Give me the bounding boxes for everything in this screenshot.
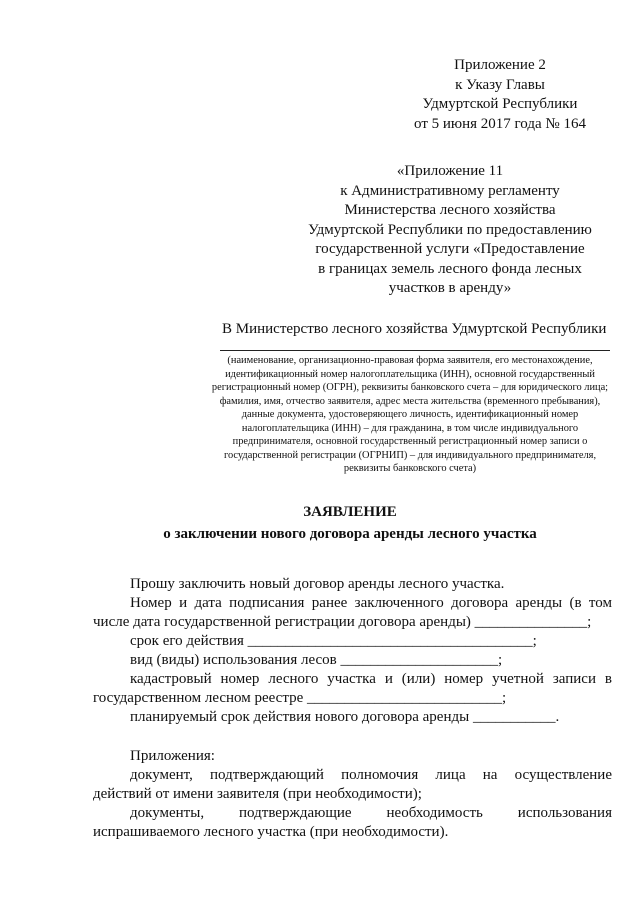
applicant-note-line: государственной регистрации (ОГРНИП) – для индивидуального предпринимателя, xyxy=(223,449,597,461)
applicant-note-line: идентификационный номер налогоплательщика (ИНН), основной государственный xyxy=(225,368,595,380)
appendix-header xyxy=(400,56,600,134)
appendix-header-line: Приложение 2 xyxy=(454,57,546,73)
document-title: ЗАЯВЛЕНИЕ xyxy=(303,504,397,520)
annex-header xyxy=(300,162,600,299)
appendix-header-line: Удмуртской Республики xyxy=(422,96,578,112)
applicant-note-line: реквизиты банковского счета) xyxy=(343,463,477,474)
applicant-note-line: (наименование, организационно-правовая форма заявителя, его местонахождение, xyxy=(227,355,593,366)
contract-term-line: срок его действия ______________________________________; xyxy=(130,633,537,649)
request-line: Прошу заключить новый договор аренды лесного участка. xyxy=(130,576,505,592)
annex-header-line: Министерства лесного хозяйства xyxy=(344,202,556,218)
annex-header-line: Удмуртской Республики по предоставлению xyxy=(308,221,592,238)
annex-header-line: государственной услуги «Предоставление xyxy=(315,241,585,257)
applicant-note-line: фамилия, имя, отчество заявителя, адрес места жительства (временного пребывания), xyxy=(219,395,601,407)
planned-term-line: планируемый срок действия нового договора аренды ___________. xyxy=(130,709,560,725)
annex-header-line: «Приложение 11 xyxy=(396,163,504,179)
applicant-note-line: данные документа, удостоверяющего личность, идентификационный номер xyxy=(241,409,579,420)
appendix-header-line: к Указу Главы xyxy=(455,76,545,93)
applicant-note-line: налогоплательщика (ИНН) – для гражданина, в том числе индивидуального xyxy=(241,422,579,434)
attachment-line: испрашиваемого лесного участка (при необходимости). xyxy=(93,824,449,840)
applicant-note xyxy=(205,354,615,476)
attachment-line: документы, подтверждающие необходимость использования xyxy=(130,805,612,821)
applicant-note-line: предпринимателя, основной государственный регистрационный номер записи о xyxy=(232,436,588,447)
addressee: В Министерство лесного хозяйства Удмуртской Республики xyxy=(222,321,607,337)
annex-header-line: к Административному регламенту xyxy=(340,182,560,199)
attachment-line: документ, подтверждающий полномочия лица на осуществление xyxy=(130,767,612,783)
appendix-header-line: от 5 июня 2017 года № 164 xyxy=(414,115,586,132)
annex-header-line: в границах земель лесного фонда лесных xyxy=(318,260,582,277)
contract-registration-line: числе дата государственной регистрации договора аренды) _______________; xyxy=(93,614,592,630)
forest-register-line: государственном лесном реестре __________________________; xyxy=(93,690,507,706)
forest-use-line: вид (виды) использования лесов _____________________; xyxy=(130,652,503,668)
attachment-line: действий от имени заявителя (при необходимости); xyxy=(93,786,422,802)
document-subtitle: о заключении нового договора аренды лесного участка xyxy=(163,526,537,542)
contract-number-line: Номер и дата подписания ранее заключенного договора аренды (в том xyxy=(130,595,612,611)
annex-header-line: участков в аренду» xyxy=(388,280,512,296)
cadastral-number-line: кадастровый номер лесного участка и (или) номер учетной записи в xyxy=(130,671,612,687)
applicant-fill-line xyxy=(220,350,610,351)
applicant-note-line: регистрационный номер (ОГРН), реквизиты банковского счета – для юридического лица; xyxy=(211,382,609,393)
attachments-label: Приложения: xyxy=(130,748,215,764)
